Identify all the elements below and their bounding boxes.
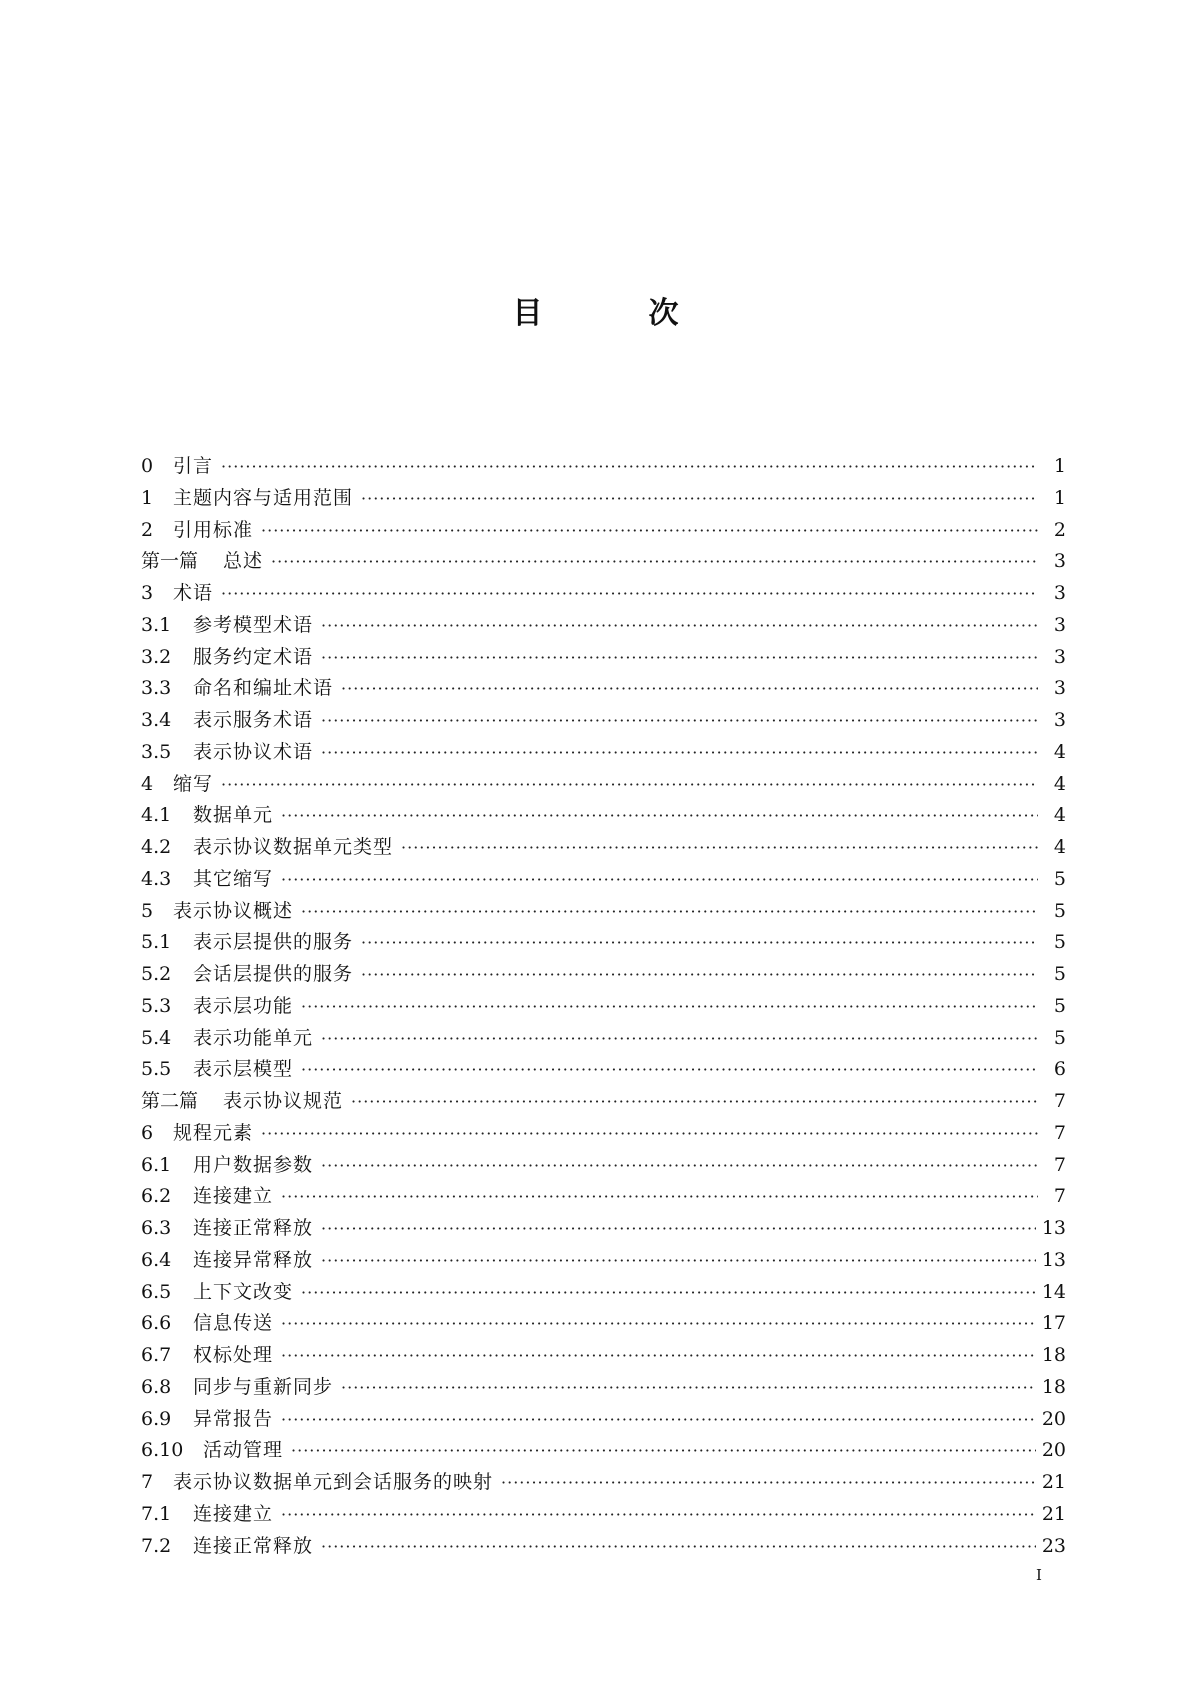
toc-entry-number: 6.8 (141, 1375, 172, 1398)
toc-entry (141, 1086, 1066, 1118)
toc-entry-label: 表示功能单元 (193, 1026, 314, 1049)
toc-entry (141, 1372, 1066, 1404)
toc-entry-number: 3.2 (141, 645, 172, 668)
toc-entry (141, 991, 1066, 1023)
toc-leader-dots (351, 1086, 1038, 1118)
toc-entry-label: 术语 (173, 582, 214, 604)
toc-entry-label: 表示协议数据单元到会话服务的映射 (173, 1471, 494, 1493)
toc-entry-page: 20 (1041, 1439, 1066, 1462)
toc-entry-number: 4.3 (141, 867, 172, 890)
toc-entry-number: 5.2 (141, 963, 172, 985)
toc-entry-label: 数据单元 (193, 804, 274, 827)
toc-leader-dots (341, 673, 1038, 705)
toc-entry (141, 769, 1066, 801)
toc-entry-number: 0 (141, 455, 154, 477)
toc-entry-number: 7.2 (141, 1534, 172, 1557)
toc-entry-label: 同步与重新同步 (193, 1375, 334, 1398)
toc-entry-label: 连接异常释放 (193, 1248, 314, 1271)
toc-entry-label: 缩写 (173, 772, 214, 795)
toc-entry (141, 546, 1066, 578)
toc-leader-dots (321, 1023, 1038, 1055)
toc-entry (141, 673, 1066, 705)
toc-entry (141, 1054, 1066, 1086)
toc-entry-number: 6.4 (141, 1248, 172, 1271)
toc-entry (141, 1277, 1066, 1309)
toc-entry-label: 表示协议规范 (223, 1090, 344, 1112)
toc-entry-label: 总述 (223, 550, 264, 573)
toc-entry-page: 5 (1053, 867, 1066, 890)
toc-entry-label: 引言 (173, 455, 214, 477)
toc-leader-dots (301, 1054, 1038, 1086)
toc-entry-label: 会话层提供的服务 (193, 963, 354, 985)
toc-entry (141, 642, 1066, 674)
toc-leader-dots (321, 610, 1038, 642)
toc-entry (141, 800, 1066, 832)
toc-entry-label: 权标处理 (193, 1344, 274, 1366)
toc-leader-dots (281, 1340, 1036, 1372)
toc-leader-dots (321, 1213, 1036, 1245)
toc-entry (141, 1181, 1066, 1213)
toc-leader-dots (361, 483, 1038, 515)
toc-leader-dots (281, 864, 1038, 896)
toc-leader-dots (321, 1531, 1036, 1563)
toc-entry-page: 7 (1053, 1185, 1066, 1208)
toc-entry-label: 表示层功能 (193, 994, 294, 1017)
toc-leader-dots (341, 1372, 1036, 1404)
toc-entry-number: 7 (141, 1471, 154, 1493)
toc-entry-page: 5 (1053, 931, 1066, 954)
toc-leader-dots (261, 515, 1038, 547)
toc-entry-page: 14 (1041, 1280, 1066, 1303)
toc-entry (141, 737, 1066, 769)
toc-entry-page: 18 (1041, 1375, 1066, 1398)
toc-entry-page: 5 (1053, 1026, 1066, 1049)
toc-entry (141, 1150, 1066, 1182)
toc-entry-page: 7 (1053, 1121, 1066, 1144)
toc-entry-number: 6.10 (141, 1439, 184, 1462)
page-title: 目次 (512, 296, 785, 331)
toc-entry-page: 21 (1041, 1502, 1066, 1525)
toc-entry-number: 4.2 (141, 836, 172, 858)
toc-entry-number: 6.6 (141, 1312, 172, 1335)
toc-entry (141, 1531, 1066, 1563)
toc-entry-page: 6 (1053, 1058, 1066, 1081)
toc-entry-page: 5 (1053, 994, 1066, 1017)
toc-entry-number: 1 (141, 486, 154, 509)
toc-entry-page: 4 (1053, 804, 1066, 827)
toc-entry-label: 其它缩写 (193, 867, 274, 890)
toc-entry (141, 1023, 1066, 1055)
toc-leader-dots (321, 705, 1038, 737)
toc-entry-label: 上下文改变 (193, 1280, 294, 1303)
toc-entry-label: 主题内容与适用范围 (173, 486, 354, 509)
toc-leader-dots (361, 959, 1038, 991)
toc-entry-number: 第一篇 (141, 550, 199, 573)
toc-entry-label: 表示层提供的服务 (193, 931, 354, 954)
toc-entry-number: 6.1 (141, 1153, 172, 1176)
toc-leader-dots (261, 1118, 1038, 1150)
toc-leader-dots (291, 1435, 1036, 1467)
toc-entry (141, 1404, 1066, 1436)
toc-entry-label: 表示协议数据单元类型 (193, 836, 394, 858)
toc-entry-number: 6.5 (141, 1280, 172, 1303)
toc-entry-label: 表示协议概述 (173, 899, 294, 922)
toc-entry-page: 1 (1053, 455, 1066, 477)
toc-entry-page: 2 (1053, 518, 1066, 541)
toc-entry-page: 3 (1053, 550, 1066, 573)
toc-entry (141, 864, 1066, 896)
toc-entry-label: 连接正常释放 (193, 1217, 314, 1239)
toc-leader-dots (301, 1277, 1036, 1309)
page-number: I (1036, 1566, 1042, 1584)
table-of-contents (141, 451, 1066, 1562)
toc-entry (141, 1340, 1066, 1372)
toc-entry-page: 23 (1041, 1534, 1066, 1557)
toc-entry-page: 4 (1053, 740, 1066, 763)
toc-entry-page: 3 (1053, 709, 1066, 731)
toc-entry-page: 18 (1041, 1344, 1066, 1366)
toc-leader-dots (401, 832, 1038, 864)
toc-entry-page: 1 (1053, 486, 1066, 509)
toc-leader-dots (281, 1499, 1036, 1531)
toc-entry-number: 5.5 (141, 1058, 172, 1081)
toc-entry-page: 7 (1053, 1090, 1066, 1112)
toc-entry-page: 13 (1041, 1217, 1066, 1239)
toc-entry (141, 1213, 1066, 1245)
toc-leader-dots (501, 1467, 1036, 1499)
toc-entry-page: 21 (1041, 1471, 1066, 1493)
toc-entry (141, 1435, 1066, 1467)
toc-entry-number: 3 (141, 582, 154, 604)
toc-entry (141, 515, 1066, 547)
toc-leader-dots (361, 927, 1038, 959)
toc-leader-dots (321, 737, 1038, 769)
toc-entry-label: 用户数据参数 (193, 1153, 314, 1176)
toc-entry-page: 4 (1053, 836, 1066, 858)
toc-entry (141, 832, 1066, 864)
toc-entry-page: 5 (1053, 899, 1066, 922)
toc-entry-number: 6.7 (141, 1344, 172, 1366)
toc-entry-number: 第二篇 (141, 1090, 199, 1112)
toc-leader-dots (301, 991, 1038, 1023)
toc-entry-number: 3.4 (141, 709, 172, 731)
toc-entry (141, 1499, 1066, 1531)
toc-entry (141, 896, 1066, 928)
toc-entry-number: 5.4 (141, 1026, 172, 1049)
toc-entry-label: 规程元素 (173, 1121, 254, 1144)
toc-leader-dots (281, 1404, 1036, 1436)
toc-entry-page: 13 (1041, 1248, 1066, 1271)
toc-entry-label: 连接建立 (193, 1502, 274, 1525)
toc-leader-dots (281, 800, 1038, 832)
toc-entry-number: 3.1 (141, 613, 172, 636)
toc-entry-label: 活动管理 (203, 1439, 284, 1462)
toc-entry-number: 6.3 (141, 1217, 172, 1239)
toc-entry (141, 1467, 1066, 1499)
toc-entry-number: 4 (141, 772, 154, 795)
toc-entry-label: 信息传送 (193, 1312, 274, 1335)
toc-leader-dots (221, 769, 1038, 801)
toc-entry-label: 表示服务术语 (193, 709, 314, 731)
toc-entry (141, 451, 1066, 483)
toc-leader-dots (321, 642, 1038, 674)
toc-entry-page: 3 (1053, 677, 1066, 700)
toc-entry-label: 表示协议术语 (193, 740, 314, 763)
toc-entry-number: 7.1 (141, 1502, 172, 1525)
toc-entry-page: 4 (1053, 772, 1066, 795)
toc-entry (141, 959, 1066, 991)
toc-leader-dots (271, 546, 1038, 578)
toc-entry (141, 610, 1066, 642)
toc-entry-label: 异常报告 (193, 1407, 274, 1430)
toc-entry-page: 3 (1053, 582, 1066, 604)
toc-entry-page: 5 (1053, 963, 1066, 985)
toc-entry-label: 引用标准 (173, 518, 254, 541)
toc-entry-number: 5 (141, 899, 154, 922)
toc-entry-label: 连接建立 (193, 1185, 274, 1208)
toc-entry (141, 578, 1066, 610)
toc-entry-number: 4.1 (141, 804, 172, 827)
toc-entry-page: 20 (1041, 1407, 1066, 1430)
toc-entry-number: 6.9 (141, 1407, 172, 1430)
toc-entry (141, 1308, 1066, 1340)
toc-entry-page: 3 (1053, 645, 1066, 668)
toc-entry-label: 命名和编址术语 (193, 677, 334, 700)
toc-entry-number: 3.3 (141, 677, 172, 700)
toc-entry (141, 705, 1066, 737)
toc-leader-dots (281, 1308, 1036, 1340)
toc-entry-number: 6.2 (141, 1185, 172, 1208)
toc-leader-dots (321, 1245, 1036, 1277)
toc-entry-label: 表示层模型 (193, 1058, 294, 1081)
toc-leader-dots (281, 1181, 1038, 1213)
toc-entry-number: 3.5 (141, 740, 172, 763)
toc-entry-page: 7 (1053, 1153, 1066, 1176)
toc-entry-number: 2 (141, 518, 154, 541)
toc-entry-label: 连接正常释放 (193, 1534, 314, 1557)
toc-entry-label: 参考模型术语 (193, 613, 314, 636)
toc-entry (141, 483, 1066, 515)
toc-leader-dots (221, 578, 1038, 610)
toc-entry (141, 927, 1066, 959)
toc-entry-page: 3 (1053, 613, 1066, 636)
toc-leader-dots (321, 1150, 1038, 1182)
toc-leader-dots (221, 451, 1038, 483)
toc-entry-page: 17 (1041, 1312, 1066, 1335)
toc-entry-number: 6 (141, 1121, 154, 1144)
toc-entry-number: 5.1 (141, 931, 172, 954)
toc-entry-number: 5.3 (141, 994, 172, 1017)
toc-leader-dots (301, 896, 1038, 928)
toc-entry (141, 1245, 1066, 1277)
toc-entry (141, 1118, 1066, 1150)
toc-entry-label: 服务约定术语 (193, 645, 314, 668)
